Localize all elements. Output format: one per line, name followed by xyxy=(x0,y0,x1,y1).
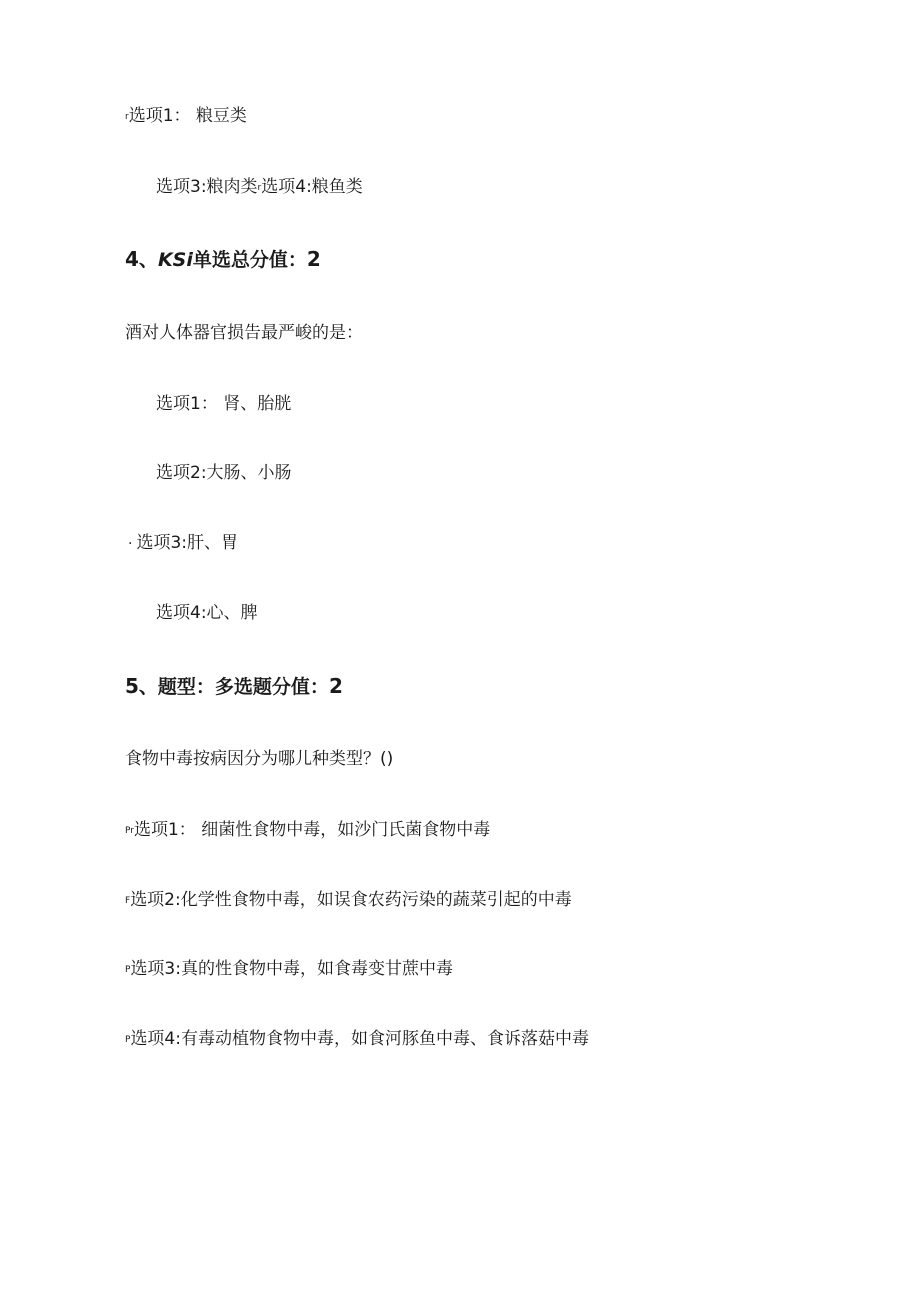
option-marker: P xyxy=(125,1035,131,1045)
heading-separator: 、 xyxy=(138,249,158,271)
option-text: 选项3:真的性食物中毒，如食毒变甘蔗中毒 xyxy=(130,959,453,979)
option-marker: P xyxy=(125,965,131,975)
option-text: 选项3:粮肉类 xyxy=(156,177,258,197)
question-number: 4 xyxy=(125,247,139,271)
option-text: 选项4:粮鱼类 xyxy=(261,177,363,197)
option-text: 选项4:有毒动植物食物中毒，如食河豚鱼中毒、食诉落菇中毒 xyxy=(130,1029,589,1049)
q4-heading xyxy=(125,248,321,271)
option-text: 选项1： 肾、胎胱 xyxy=(156,394,292,414)
q4-question: 酒对人体器官损告最严峻的是： xyxy=(125,323,363,343)
q3-options-3-4 xyxy=(156,176,363,198)
heading-label: 单选总分值： xyxy=(192,249,307,271)
option-text: 选项2:大肠、小肠 xyxy=(156,463,292,483)
q3-option-1 xyxy=(125,105,247,127)
q4-option-1 xyxy=(156,393,291,415)
option-text: 选项3:肝、胃 xyxy=(136,533,238,553)
option-marker: r xyxy=(125,112,129,122)
option-marker: F xyxy=(125,896,131,906)
score-value: 2 xyxy=(306,247,321,271)
heading-garbled: KSi xyxy=(157,249,193,271)
option-marker: r xyxy=(257,183,262,193)
q5-question: 食物中毒按病因分为哪儿种类型？() xyxy=(125,749,394,769)
option-text: 选项2:化学性食物中毒，如误食农药污染的蔬菜引起的中毒 xyxy=(130,890,572,910)
option-text: 选项1： 细菌性食物中毒，如沙门氏菌食物中毒 xyxy=(133,820,491,840)
q5-option-4 xyxy=(125,1028,589,1050)
q5-option-1 xyxy=(125,819,490,841)
q5-option-2 xyxy=(125,889,572,911)
option-text: 选项4:心、脾 xyxy=(156,603,258,623)
q5-option-3 xyxy=(125,958,453,980)
heading-label: 、题型：多选题分值： xyxy=(138,676,329,698)
option-text: 选项1： 粮豆类 xyxy=(128,106,247,126)
question-number: 5 xyxy=(125,674,139,698)
option-marker: Pr xyxy=(125,826,134,836)
q4-option-2 xyxy=(156,462,292,484)
q4-option-4 xyxy=(156,602,258,624)
score-value: 2 xyxy=(328,674,343,698)
option-marker: · xyxy=(128,536,133,552)
q5-heading xyxy=(125,675,343,698)
q4-option-3 xyxy=(128,532,238,555)
